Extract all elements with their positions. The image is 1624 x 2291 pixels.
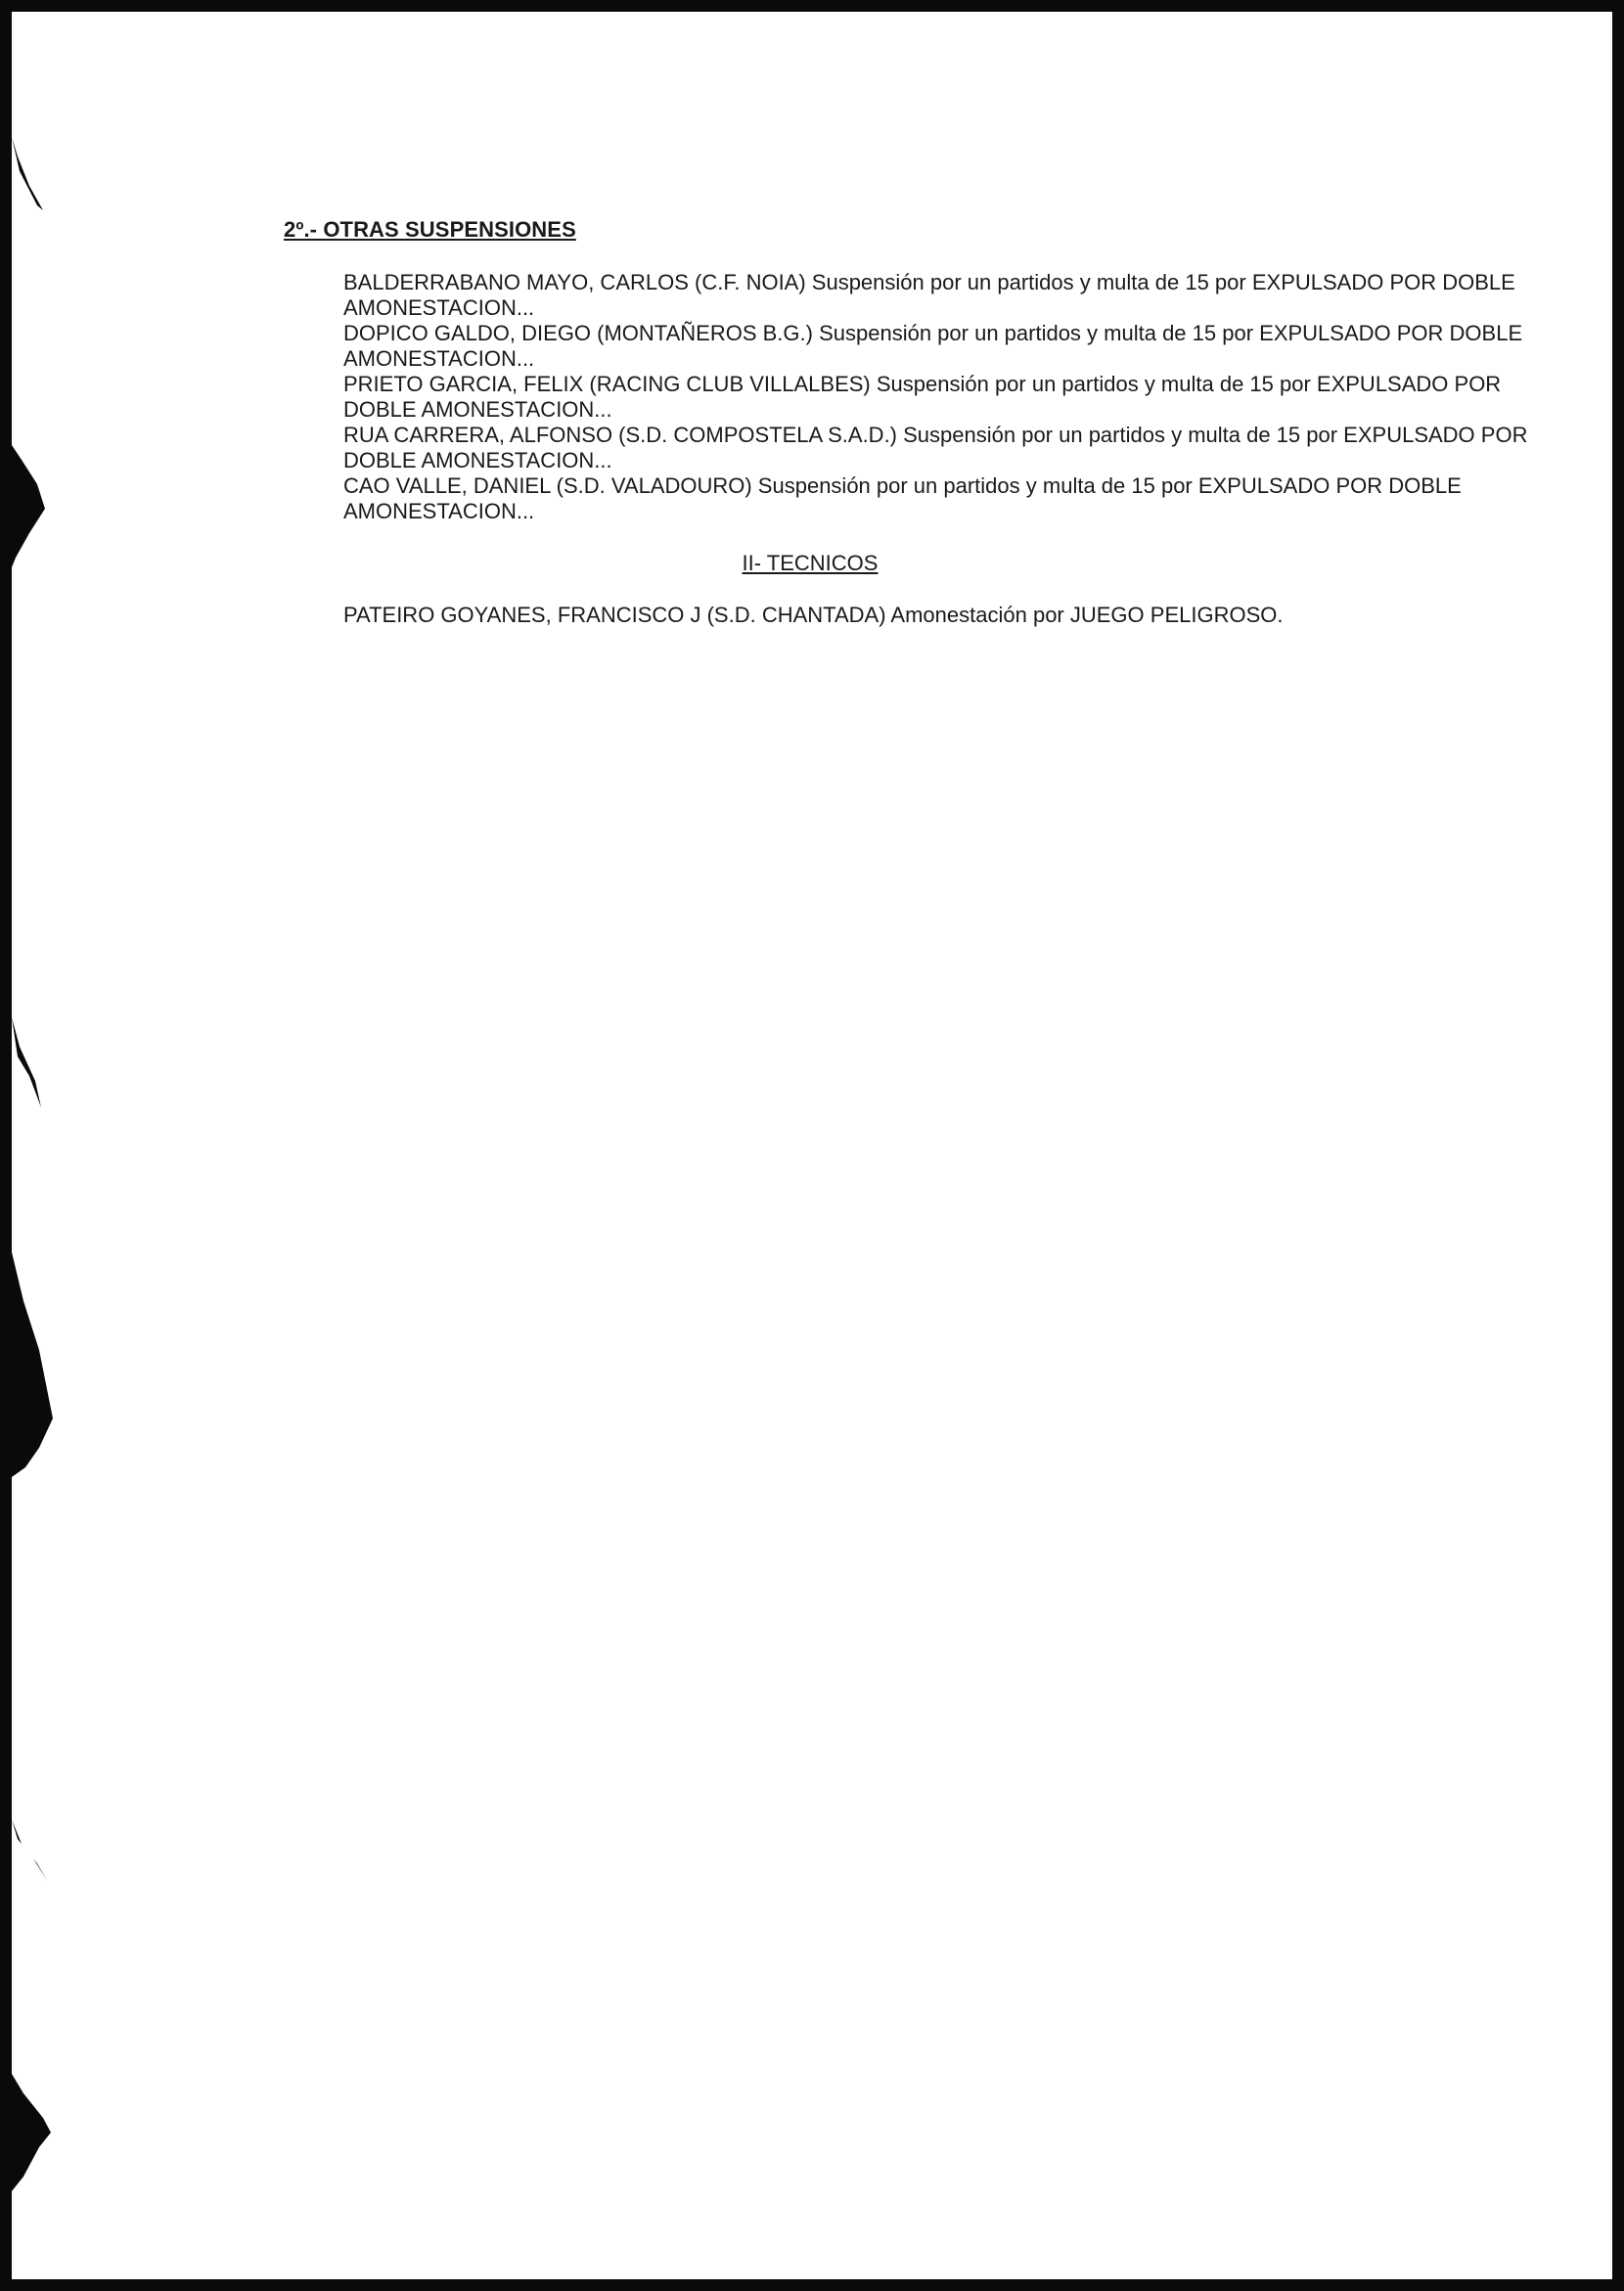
subsection-heading-wrapper (0, 551, 1624, 576)
tecnicos-entry: PATEIRO GOYANES, FRANCISCO J (S.D. CHANTADA) Amonestación por JUEGO PELIGROSO. (343, 603, 1284, 627)
suspensions-list (343, 270, 1537, 524)
suspension-entry: PRIETO GARCIA, FELIX (RACING CLUB VILLALBES) Suspensión por un partidos y multa de 15 por EXPULSADO POR DOBLE AMONESTACION... (343, 372, 1502, 422)
suspension-entry: RUA CARRERA, ALFONSO (S.D. COMPOSTELA S.A.D.) Suspensión por un partidos y multa de 15 por EXPULSADO POR DOBLE AMONESTACION... (343, 423, 1528, 472)
section-heading: 2º.- OTRAS SUSPENSIONES (284, 217, 576, 242)
suspension-entry: CAO VALLE, DANIEL (S.D. VALADOURO) Suspensión por un partidos y multa de 15 por EXPULSADO POR DOBLE AMONESTACION... (343, 473, 1462, 523)
suspension-entry: BALDERRABANO MAYO, CARLOS (C.F. NOIA) Suspensión por un partidos y multa de 15 por EXPULSADO POR DOBLE AMONESTACION... (343, 270, 1515, 320)
suspension-entry: DOPICO GALDO, DIEGO (MONTAÑEROS B.G.) Suspensión por un partidos y multa de 15 por EXPULSADO POR DOBLE AMONESTACION... (343, 321, 1523, 371)
subsection-heading: II- TECNICOS (742, 551, 879, 575)
